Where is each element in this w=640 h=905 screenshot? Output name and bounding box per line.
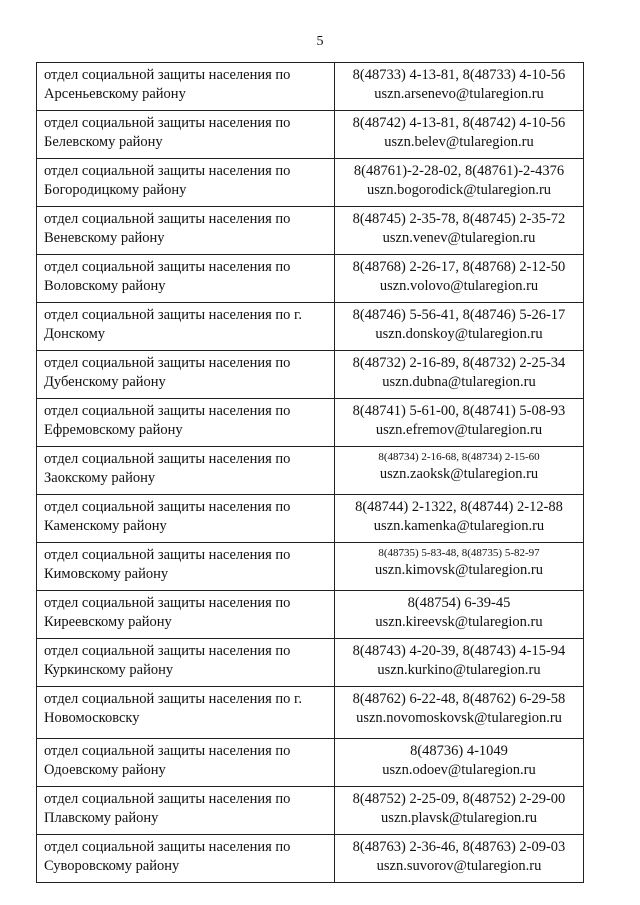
table-row (37, 447, 584, 495)
page-number: 5 (316, 34, 324, 49)
email-address: uszn.kimovsk@tularegion.ru (375, 562, 543, 578)
table-row (37, 639, 584, 687)
table-row (37, 159, 584, 207)
email-address: uszn.volovo@tularegion.ru (379, 278, 539, 294)
department-name: отдел социальной защиты населения по Веневскому району (37, 207, 335, 255)
contact-cell (335, 159, 584, 207)
phone-numbers: 8(48732) 2-16-89, 8(48732) 2-25-34 (352, 355, 566, 371)
department-name: отдел социальной защиты населения по г. Новомосковску (37, 687, 335, 739)
email-address: uszn.novomoskovsk@tularegion.ru (356, 710, 562, 726)
table-row (37, 399, 584, 447)
department-name: отдел социальной защиты населения по Богородицкому району (37, 159, 335, 207)
email-address: uszn.plavsk@tularegion.ru (381, 810, 537, 826)
table-row (37, 543, 584, 591)
department-name: отдел социальной защиты населения по Плавскому району (37, 787, 335, 835)
phone-numbers: 8(48746) 5-56-41, 8(48746) 5-26-17 (352, 307, 566, 323)
phone-numbers: 8(48742) 4-13-81, 8(48742) 4-10-56 (352, 115, 566, 131)
department-name: отдел социальной защиты населения по Одоевскому району (37, 739, 335, 787)
phone-numbers: 8(48763) 2-36-46, 8(48763) 2-09-03 (352, 839, 566, 855)
phone-numbers: 8(48733) 4-13-81, 8(48733) 4-10-56 (352, 67, 566, 83)
contact-cell (335, 739, 584, 787)
email-address: uszn.venev@tularegion.ru (382, 230, 536, 246)
contact-cell (335, 399, 584, 447)
contact-cell (335, 303, 584, 351)
department-name: отдел социальной защиты населения по Ефремовскому району (37, 399, 335, 447)
contact-cell (335, 255, 584, 303)
department-name: отдел социальной защиты населения по Дубенскому району (37, 351, 335, 399)
table-row (37, 111, 584, 159)
contacts-table (36, 62, 584, 883)
table-row (37, 207, 584, 255)
phone-numbers: 8(48736) 4-1049 (410, 743, 508, 759)
department-name: отдел социальной защиты населения по г. Донскому (37, 303, 335, 351)
phone-numbers: 8(48754) 6-39-45 (407, 595, 511, 611)
contact-cell (335, 111, 584, 159)
department-name: отдел социальной защиты населения по Каменскому району (37, 495, 335, 543)
email-address: uszn.dubna@tularegion.ru (382, 374, 536, 390)
email-address: uszn.zaoksk@tularegion.ru (379, 466, 539, 482)
contact-cell (335, 687, 584, 739)
table-row (37, 591, 584, 639)
contact-cell (335, 639, 584, 687)
phone-numbers: 8(48768) 2-26-17, 8(48768) 2-12-50 (352, 259, 566, 275)
table-row (37, 687, 584, 739)
department-name: отдел социальной защиты населения по Белевскому району (37, 111, 335, 159)
email-address: uszn.kurkino@tularegion.ru (377, 662, 541, 678)
department-name: отдел социальной защиты населения по Суворовскому району (37, 835, 335, 883)
email-address: uszn.kireevsk@tularegion.ru (375, 614, 543, 630)
table-row (37, 787, 584, 835)
contact-cell (335, 207, 584, 255)
phone-numbers: 8(48752) 2-25-09, 8(48752) 2-29-00 (352, 791, 566, 807)
phone-numbers: 8(48743) 4-20-39, 8(48743) 4-15-94 (352, 643, 566, 659)
table-row (37, 63, 584, 111)
department-name: отдел социальной защиты населения по Заокскому району (37, 447, 335, 495)
table-row (37, 255, 584, 303)
contact-cell (335, 495, 584, 543)
table-row (37, 835, 584, 883)
department-name: отдел социальной защиты населения по Куркинскому району (37, 639, 335, 687)
table-row (37, 303, 584, 351)
contact-cell (335, 835, 584, 883)
contact-cell (335, 351, 584, 399)
email-address: uszn.bogorodick@tularegion.ru (366, 182, 552, 198)
contact-cell (335, 63, 584, 111)
table-row (37, 739, 584, 787)
contact-cell (335, 591, 584, 639)
contact-cell (335, 787, 584, 835)
contact-cell (335, 543, 584, 591)
contact-cell (335, 447, 584, 495)
email-address: uszn.kamenka@tularegion.ru (373, 518, 545, 534)
email-address: uszn.odoev@tularegion.ru (382, 762, 536, 778)
phone-numbers: 8(48761)-2-28-02, 8(48761)-2-4376 (353, 163, 565, 179)
phone-numbers: 8(48745) 2-35-78, 8(48745) 2-35-72 (352, 211, 566, 227)
department-name: отдел социальной защиты населения по Киреевскому району (37, 591, 335, 639)
phone-numbers: 8(48741) 5-61-00, 8(48741) 5-08-93 (352, 403, 566, 419)
department-name: отдел социальной защиты населения по Арсеньевскому району (37, 63, 335, 111)
email-address: uszn.donskoy@tularegion.ru (375, 326, 543, 342)
phone-numbers: 8(48735) 5-83-48, 8(48735) 5-82-97 (378, 547, 540, 559)
phone-numbers: 8(48744) 2-1322, 8(48744) 2-12-88 (355, 499, 563, 515)
department-name: отдел социальной защиты населения по Воловскому району (37, 255, 335, 303)
email-address: uszn.arsenevo@tularegion.ru (374, 86, 544, 102)
email-address: uszn.belev@tularegion.ru (384, 134, 534, 150)
email-address: uszn.suvorov@tularegion.ru (376, 858, 542, 874)
table-row (37, 351, 584, 399)
phone-numbers: 8(48734) 2-16-68, 8(48734) 2-15-60 (378, 451, 540, 463)
email-address: uszn.efremov@tularegion.ru (375, 422, 543, 438)
department-name: отдел социальной защиты населения по Кимовскому району (37, 543, 335, 591)
table-row (37, 495, 584, 543)
phone-numbers: 8(48762) 6-22-48, 8(48762) 6-29-58 (352, 691, 566, 707)
